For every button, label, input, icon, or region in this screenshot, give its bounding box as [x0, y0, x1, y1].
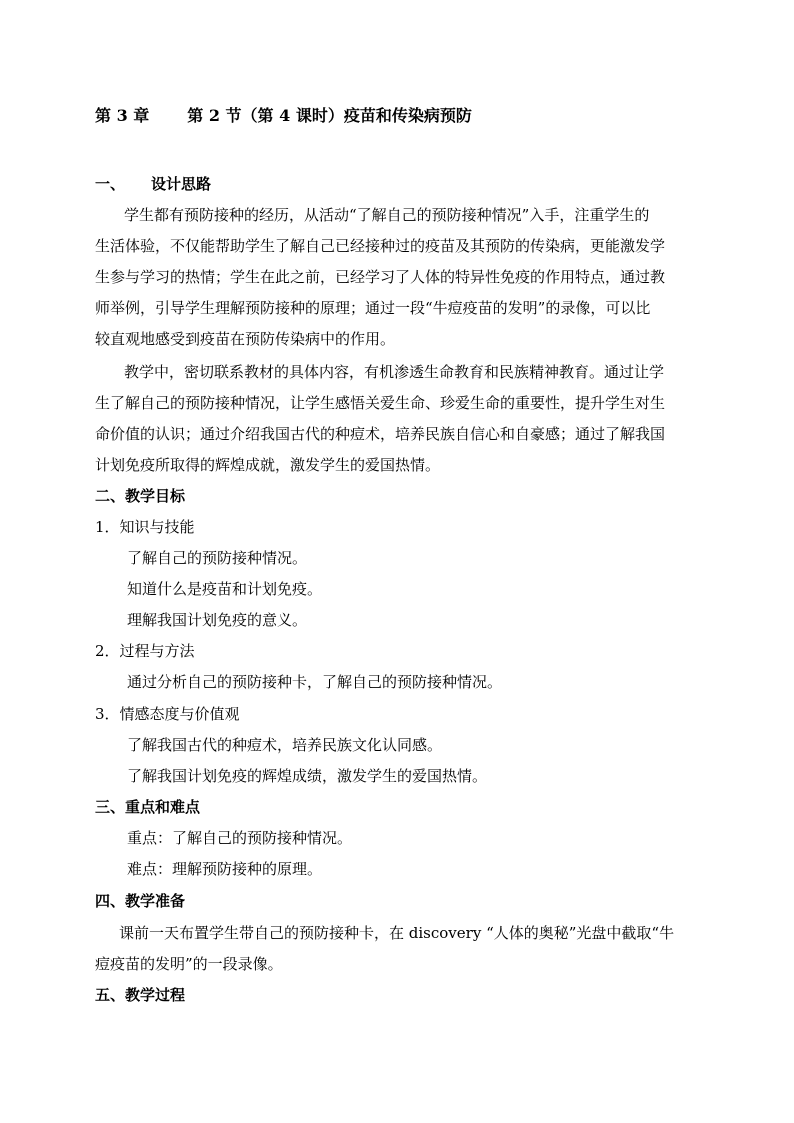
goal-item: 了解我国古代的种痘术，培养民族文化认同感。	[127, 736, 443, 754]
heading-process: 五、教学过程	[95, 986, 186, 1004]
goal-heading-knowledge: 1．知识与技能	[95, 518, 195, 536]
paragraph-line: 学生都有预防接种的经历，从活动“了解自己的预防接种情况”入手，注重学生的	[124, 206, 650, 224]
chapter-label: 第 3 章	[95, 106, 150, 125]
paragraph-line: 生活体验，不仅能帮助学生了解自己已经接种过的疫苗及其预防的传染病，更能激发学	[95, 237, 666, 255]
paragraph-line: 师举例，引导学生理解预防接种的原理；通过一段“牛痘疫苗的发明”的录像，可以比	[95, 299, 651, 317]
heading-prep: 四、教学准备	[95, 892, 186, 910]
goal-item: 理解我国计划免疫的意义。	[127, 611, 308, 629]
keypoint-item: 重点：了解自己的预防接种情况。	[127, 829, 353, 847]
heading-design-label: 设计思路	[151, 175, 212, 193]
paragraph-line: 生了解自己的预防接种情况，让学生感悟关爱生命、珍爱生命的重要性，提升学生对生	[95, 394, 666, 412]
paragraph-line: 生参与学习的热情；学生在此之前，已经学习了人体的特异性免疫的作用特点，通过教	[95, 268, 666, 286]
heading-design	[95, 173, 211, 195]
heading-keypoints: 三、重点和难点	[95, 798, 201, 816]
goal-heading-attitude: 3．情感态度与价值观	[95, 705, 240, 723]
goal-item: 通过分析自己的预防接种卡，了解自己的预防接种情况。	[127, 673, 503, 691]
goal-item: 知道什么是疫苗和计划免疫。	[127, 580, 323, 598]
section-label: 第 2 节（第 4 课时）疫苗和传染病预防	[187, 106, 472, 125]
paragraph-line: 痘疫苗的发明”的一段录像。	[95, 955, 283, 973]
heading-goals: 二、教学目标	[95, 487, 186, 505]
document-title	[95, 104, 472, 128]
paragraph-line: 计划免疫所取得的辉煌成就，激发学生的爱国热情。	[95, 456, 441, 474]
paragraph-line: 课前一天布置学生带自己的预防接种卡，在 discovery “人体的奥秘”光盘中截取“牛	[119, 924, 675, 942]
goal-item: 了解自己的预防接种情况。	[127, 549, 308, 567]
paragraph-line: 教学中，密切联系教材的具体内容，有机渗透生命教育和民族精神教育。通过让学	[124, 363, 665, 381]
goal-item: 了解我国计划免疫的辉煌成绩，激发学生的爱国热情。	[127, 767, 488, 785]
keypoint-item: 难点：理解预防接种的原理。	[127, 860, 323, 878]
heading-design-number: 一、	[95, 175, 126, 193]
paragraph-line: 较直观地感受到疫苗在预防传染病中的作用。	[95, 330, 396, 348]
goal-heading-process: 2．过程与方法	[95, 642, 195, 660]
paragraph-line: 命价值的认识；通过介绍我国古代的种痘术，培养民族自信心和自豪感；通过了解我国	[95, 425, 666, 443]
